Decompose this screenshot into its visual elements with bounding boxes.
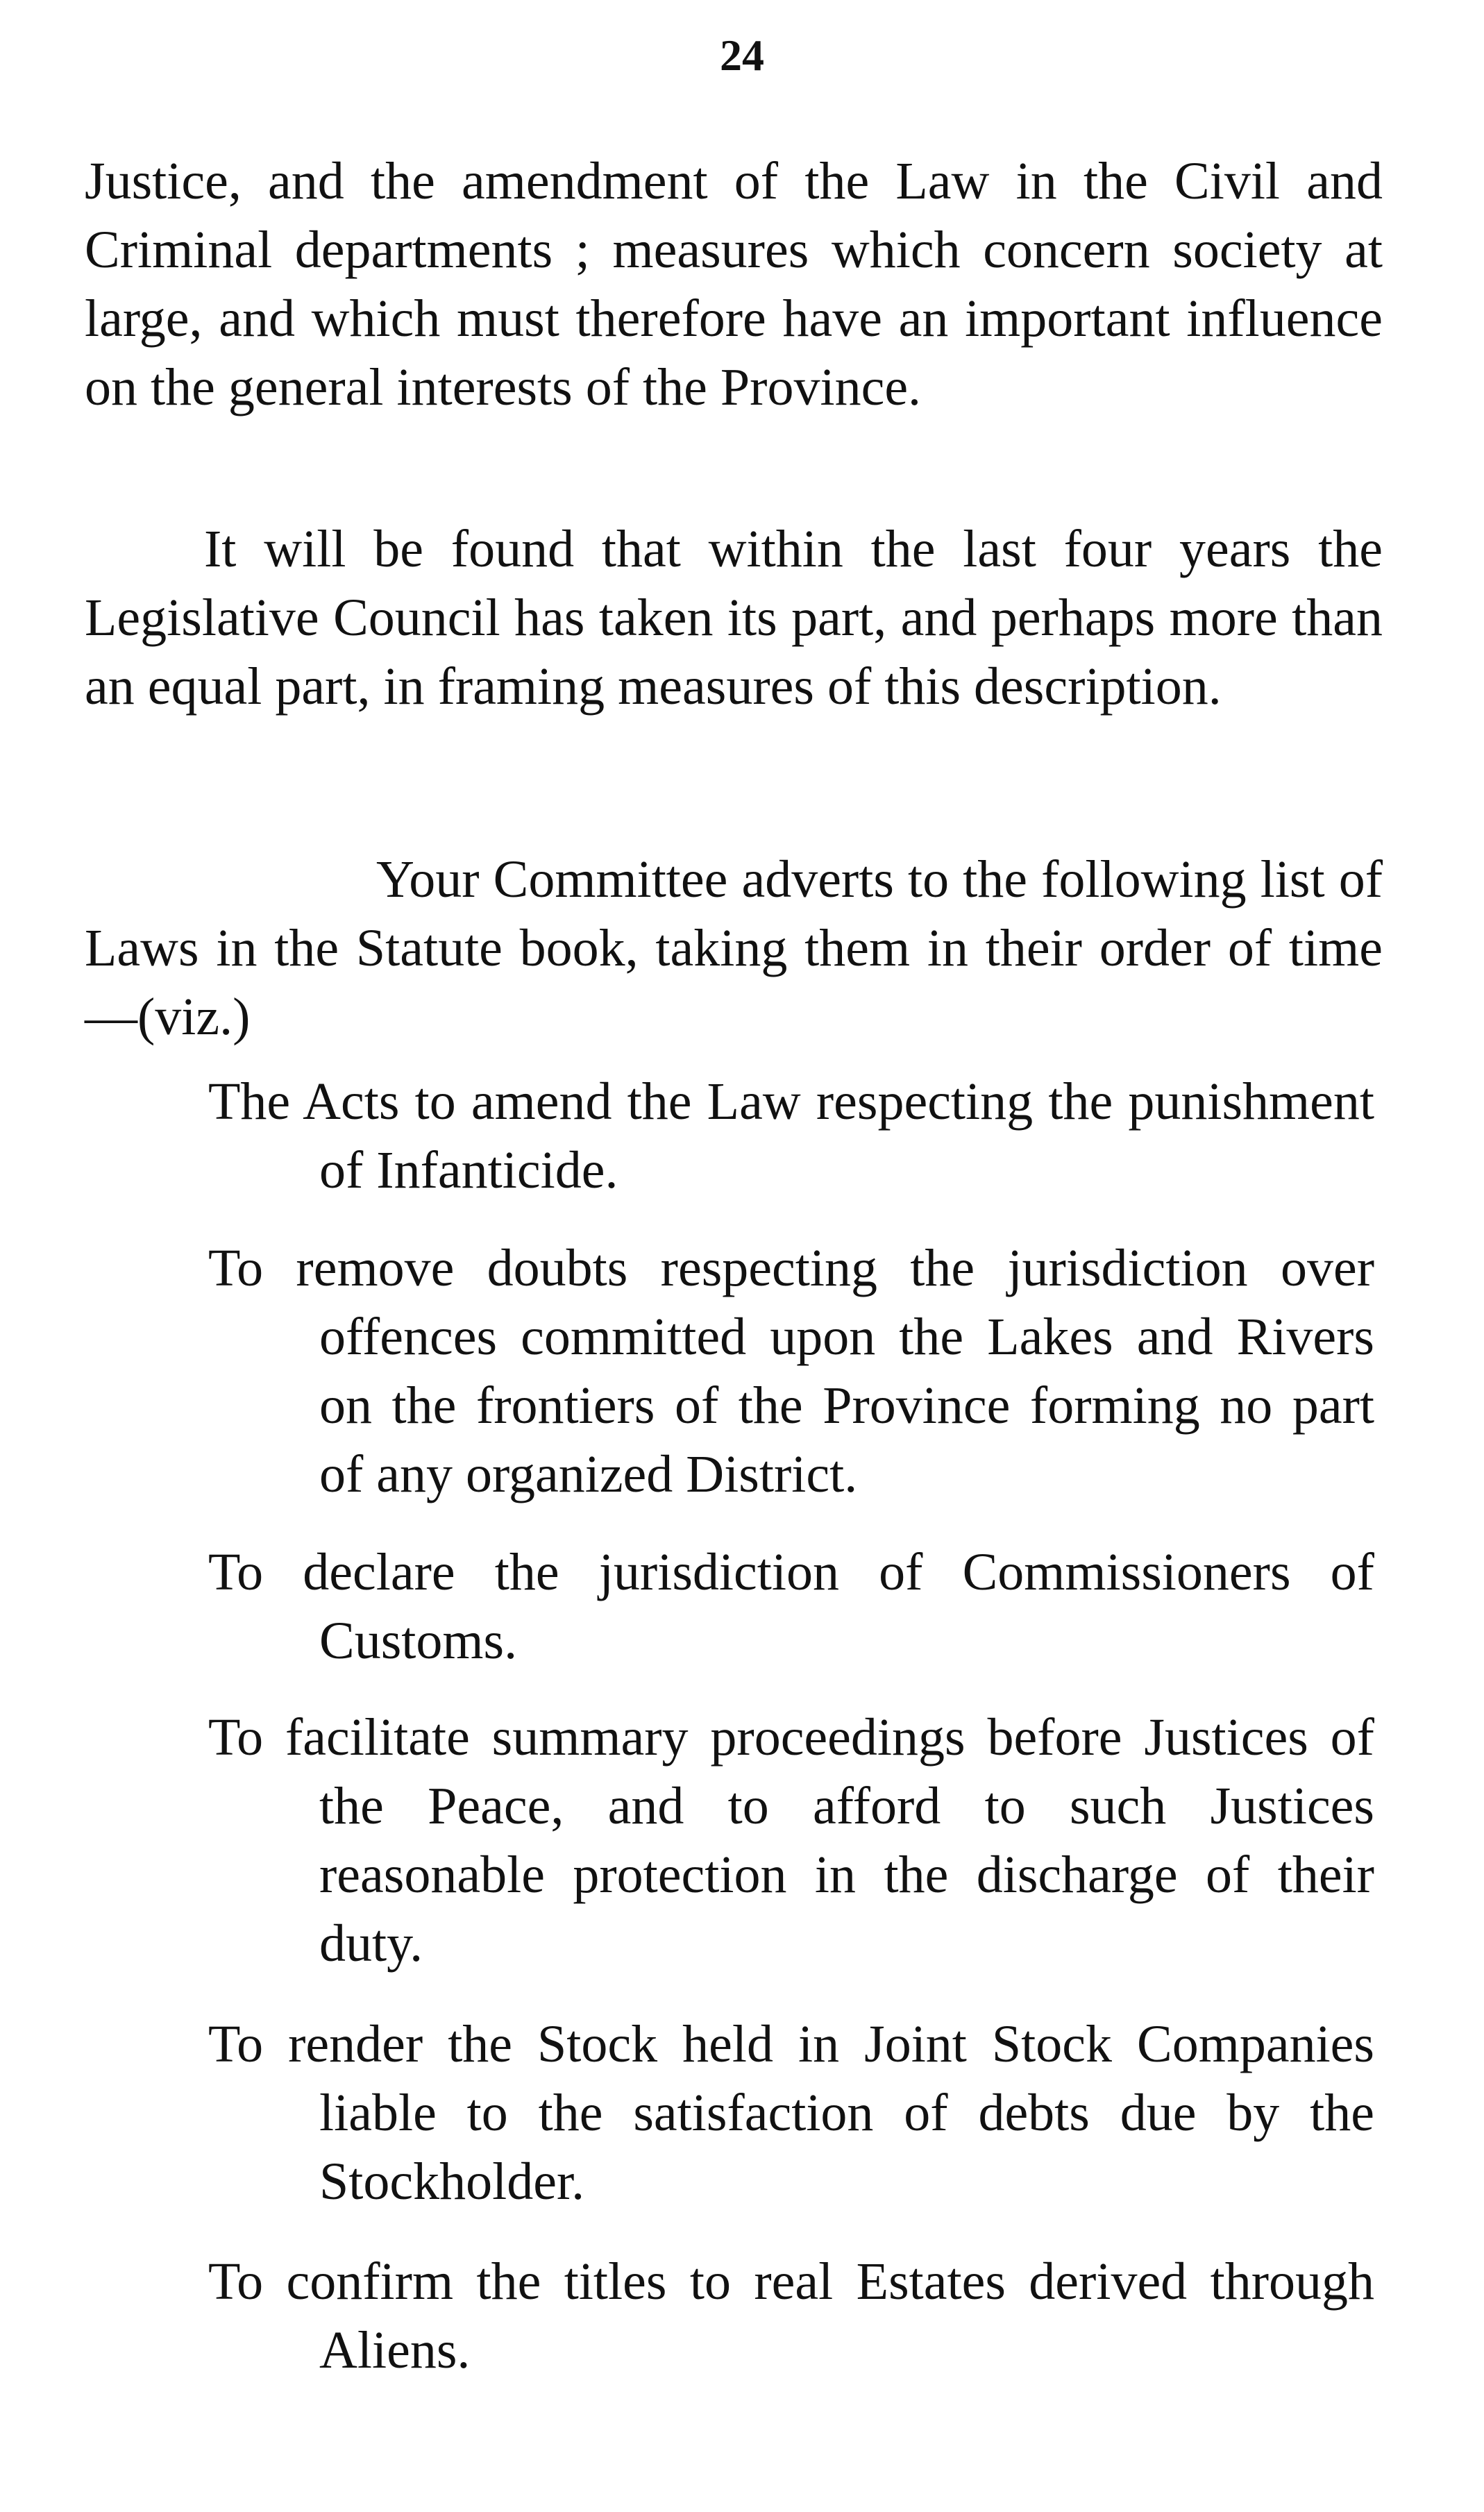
list-item-real-estates: To confirm the titles to real Estates derived through Aliens.: [208, 2252, 1374, 2379]
paragraph-continuation: [85, 147, 1383, 422]
list-item-summary-proceedings: To facilitate summary proceedings before Justices of the Peace, and to afford to such Justices reasonable protection in the discharge of their duty.: [208, 1708, 1374, 1973]
list-item-joint-stock: To render the Stock held in Joint Stock Companies liable to the satisfaction of debts due by the Stockholder.: [208, 2015, 1374, 2211]
paragraph-text: Your Committee adverts to the following list of Laws in the Statute book, taking them in their order of time—(viz.): [85, 850, 1383, 1046]
paragraph-text: It will be found that within the last four years the Legislative Council has taken its part, and perhaps more than an equal part, in framing measures of this description.: [85, 520, 1383, 716]
paragraph-text: Justice, and the amendment of the Law in the Civil and Criminal departments ; measures which concern society at large, and which must therefore have an important influence on the general interests of the Province.: [85, 152, 1383, 416]
list-item-commissioners-customs: To declare the jurisdiction of Commissioners of Customs.: [208, 1543, 1374, 1670]
paragraph-legislative-council: [85, 515, 1383, 721]
list-item-jurisdiction-lakes: To remove doubts respecting the jurisdiction over offences committed upon the Lakes and Rivers on the frontiers of the Province forming no part of any organized District.: [208, 1239, 1374, 1503]
paragraph-committee: [85, 845, 1383, 1052]
list-item-infanticide: The Acts to amend the Law respecting the punishment of Infanticide.: [208, 1072, 1374, 1199]
page-number: 24: [720, 31, 764, 80]
